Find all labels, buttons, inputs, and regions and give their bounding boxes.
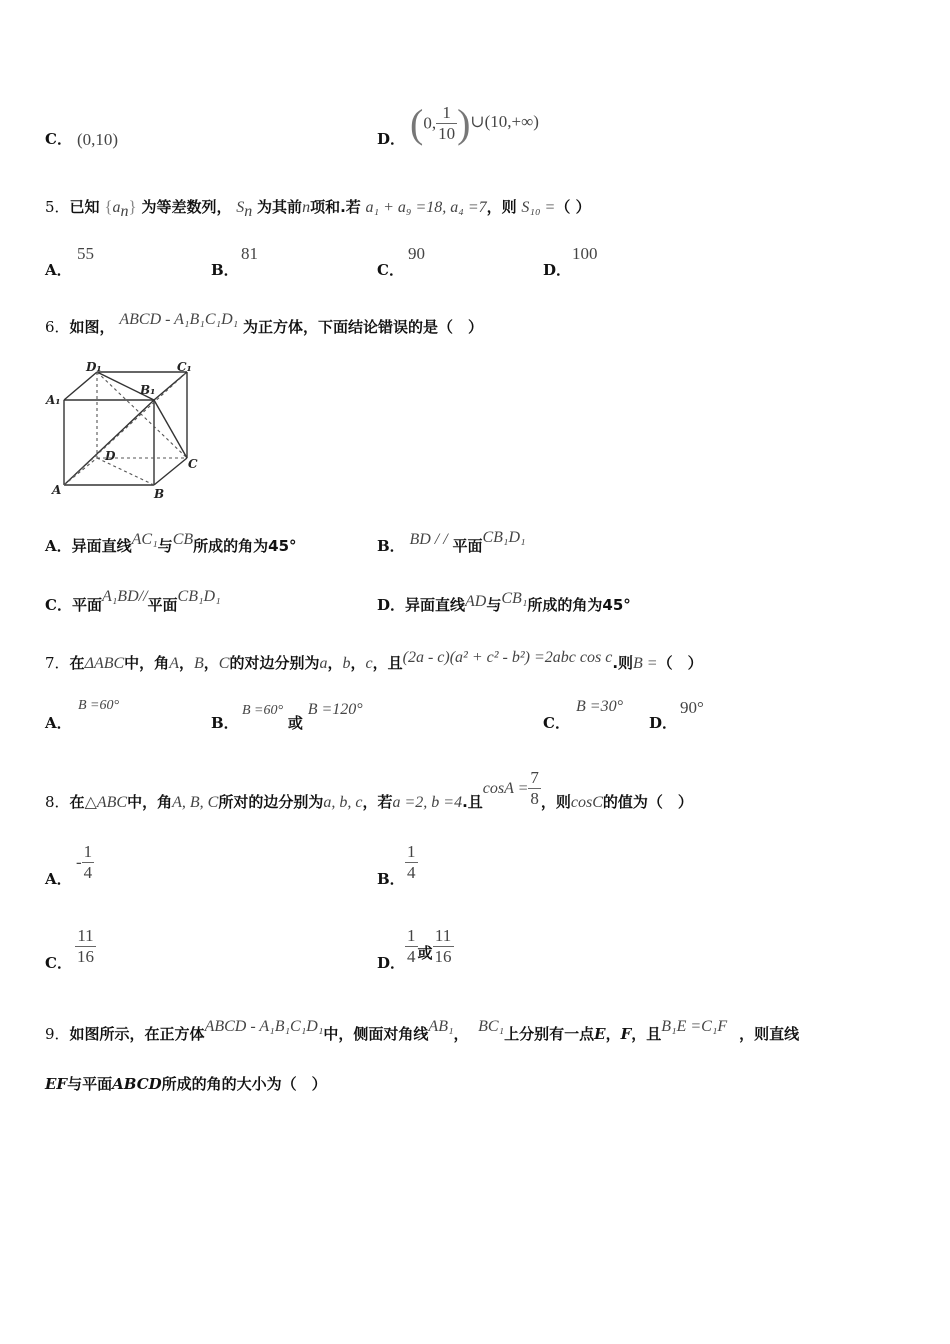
q5-option-b-label: B．: [211, 261, 239, 279]
q4-option-c-label: C．: [45, 130, 72, 148]
q6-option-b: B． BD / / 平面CB₁D₁: [377, 529, 526, 555]
q4-option-d-value: (0, $\frac{1}{10}$ )∪(10,+∞): [410, 101, 539, 146]
label-d1: D₁: [86, 360, 102, 374]
q5-option-a-value: 55: [77, 244, 94, 263]
q5-option-b-value: 81: [241, 244, 258, 263]
q7-option-a-value: B =60°: [78, 698, 120, 713]
q8-option-c-value: $\frac{11}{16}$: [77, 926, 94, 966]
q8-stem: 8．在△ABC中，角A, B, C所对的边分别为a, b, c，若a =2, b =4.且cosA = $\frac{7}{8}$ ，则cosC的值为（ ）: [45, 768, 693, 811]
q4-option-d-label: D．: [377, 130, 406, 148]
q8-option-d-value: $\frac{1}{4}$ 或 $\frac{11}{16}$: [407, 926, 452, 966]
label-c: C: [188, 457, 198, 471]
q7-option-c-value: B =30°: [576, 698, 623, 715]
q7-option-b-value: B =60° 或 B =120°: [242, 701, 363, 732]
q8-option-d-label: D．: [377, 954, 406, 972]
q8-option-a-label: A．: [45, 870, 72, 888]
edge-a1-d1: [64, 372, 97, 400]
label-a1: A₁: [46, 393, 61, 407]
cube-figure: [44, 360, 214, 502]
q7-option-b-label: B．: [211, 714, 239, 732]
q5-option-d-value: 100: [572, 244, 598, 263]
q6-option-a: A．异面直线AC₁与CB所成的角为45°: [45, 531, 297, 555]
q6-option-c: C．平面A₁BD//平面CB₁D₁: [45, 588, 221, 614]
q5-option-c-label: C．: [377, 261, 404, 279]
edge-b1-c1: [154, 372, 187, 400]
q8-option-b-label: B．: [377, 870, 405, 888]
q8-option-a-value: - $\frac{1}{4}$: [76, 842, 93, 882]
q7-option-a-label: A．: [45, 714, 72, 732]
q5-option-c-value: 90: [408, 244, 425, 263]
hidden-a-c1: [64, 372, 187, 485]
q5-option-a-label: A．: [45, 261, 72, 279]
q8-option-c-label: C．: [45, 954, 72, 972]
q7-option-d-label: D．: [649, 714, 678, 732]
edge-b-c: [154, 458, 187, 485]
q9-stem-line1: 9．如图所示，在正方体ABCD - A₁B₁C₁D₁中，侧面对角线AB₁， BC₁上分别有一点E，F，且B₁E =C₁F ，则直线: [45, 1018, 800, 1043]
label-c1: C₁: [177, 360, 192, 374]
q7-stem: 7．在ΔABC中，角A，B，C的对边分别为a，b，c，且(2a - c)(a² + c² - b²) =2abc cos c.则B =（ ）: [45, 649, 703, 672]
label-b: B: [154, 487, 165, 501]
q4-option-c-value: (0,10): [77, 130, 119, 149]
q8-option-b-value: $\frac{1}{4}$: [407, 842, 416, 882]
label-d: D: [105, 449, 116, 463]
q7-option-c-label: C．: [543, 714, 570, 732]
q5-option-d-label: D．: [543, 261, 572, 279]
label-a: A: [52, 483, 62, 497]
q9-stem-line2: EF与平面ABCD所成的角的大小为（ ）: [45, 1075, 327, 1093]
q5-stem: 5．已知 $\{a_n\}$ 为等差数列， $S_n$ 为其前n项和.若 a₁ + a₉ =18, a₄ =7，则 S₁₀ =（ ）: [45, 197, 591, 220]
diag-b1-c: [154, 400, 187, 458]
label-b1: B₁: [140, 383, 156, 397]
q7-option-d-value: 90°: [680, 698, 704, 717]
q6-option-d: D．异面直线AD与CB₁所成的角为45°: [377, 590, 631, 614]
q6-stem: 6．如图， ABCD - A₁B₁C₁D₁ 为正方体，下面结论错误的是（ ）: [45, 311, 483, 336]
